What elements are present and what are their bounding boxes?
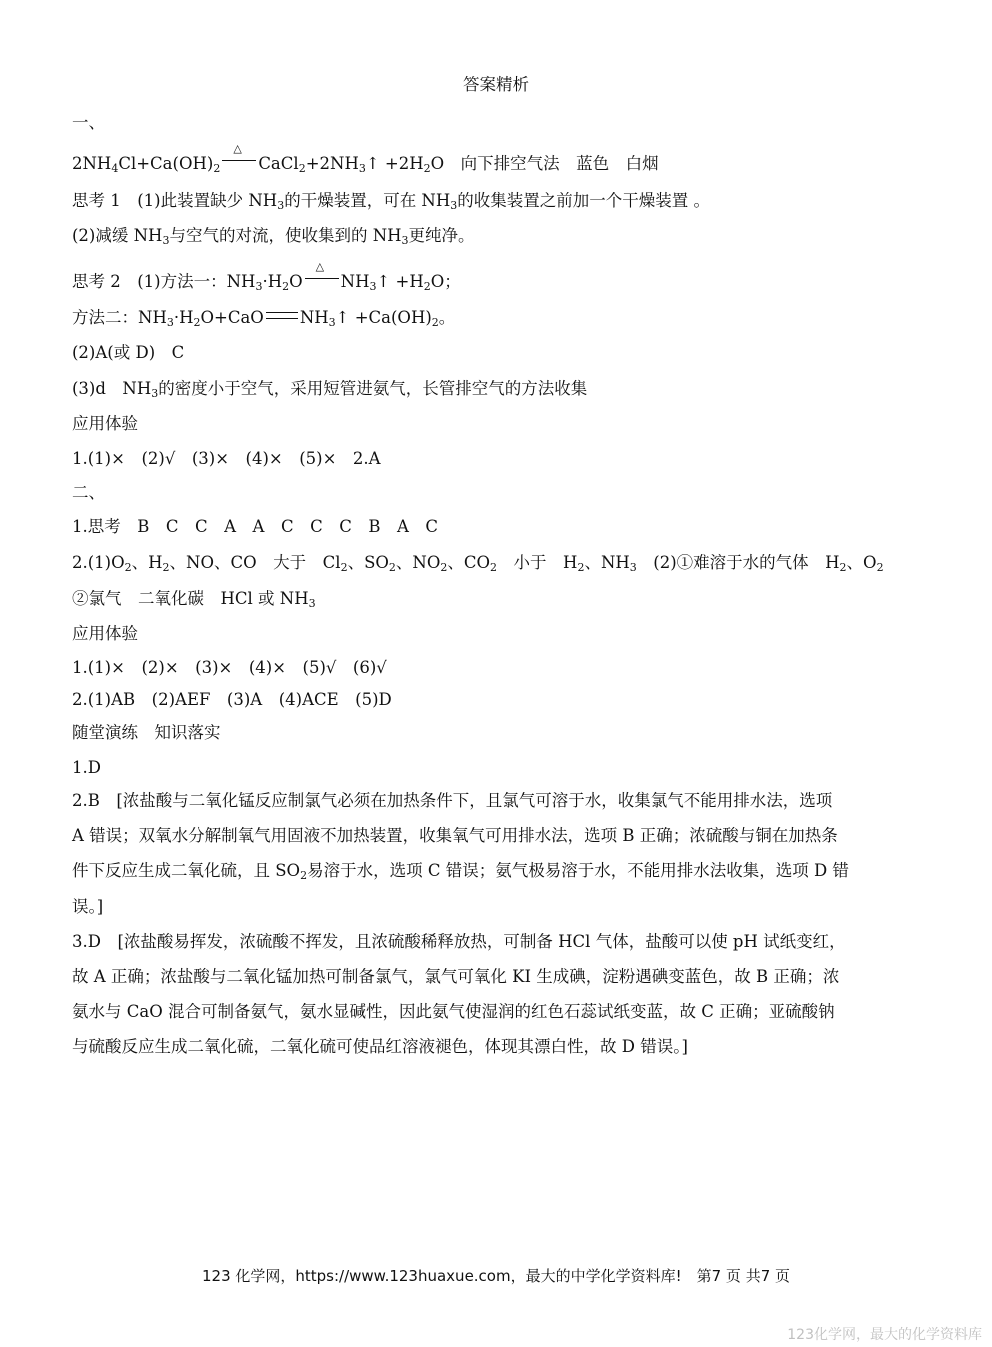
think-2-part-3: (3)d $NH_3$的密度小于空气，采用短管进氨气，长管排空气的方法收集 [72,379,588,400]
application-answers-2b: 2.(1)AB (2)AEF (3)A (4)ACE (5)D [72,690,392,709]
practice-answer-3-line-1: 3.D [浓盐酸易挥发，浓硫酸不挥发，且浓硫酸稀释放热，可制备 HCl 气体，盐酸可以使 pH 试纸变红， [72,932,846,951]
heat-condition-arrow [305,260,339,287]
heat-triangle-icon: △ [315,260,325,273]
application-heading-1: 应用体验 [72,414,138,433]
application-heading-2: 应用体验 [72,624,138,643]
practice-answer-2-line-1: 2.B [浓盐酸与二氧化锰反应制氯气必须在加热条件下，且氯气可溶于水，收集氯气不能用排水法，选项 [72,791,833,810]
think-1-part-1: 思考 1 (1)此装置缺少 $NH_3$的干燥装置，可在 $NH_3$的收集装置之前加一个干燥装置 。 [72,191,711,212]
practice-answer-3-line-2: 故 A 正确；浓盐酸与二氧化锰加热可制备氯气，氯气可氧化 KI 生成碘，淀粉遇碘变蓝色，故 B 正确；浓 [72,967,840,986]
section-two-heading: 二、 [72,483,105,502]
page-footer: 123 化学网，https://www.123huaxue.com，最大的中学化学资料库! 第7 页 共7 页 [201,1267,791,1285]
equals-sign [266,312,298,319]
gas-classification-line-2: ②氯气 二氧化碳 HCl 或 $NH_3$ [72,589,316,610]
doc-title: 答案精析 [463,75,529,94]
practice-answer-2-line-2: A 错误；双氧水分解制氧气用固液不加热装置，收集氧气可用排水法，选项 B 正确；浓硫酸与铜在加热条 [72,826,838,845]
watermark: 123化学网，最大的化学资料库 [787,1327,982,1343]
practice-answer-2-line-3: 件下反应生成二氧化硫，且 $SO_2$易溶于水，选项 C 错误；氨气极易溶于水，不能用排水法收集，选项 D 错 [72,861,849,882]
think-2-part-2: (2)A(或 D) C [72,343,185,362]
application-answers-2a: 1.(1)× (2)× (3)× (4)× (5)√ (6)√ [72,658,387,677]
think-2-method-2: 方法二：$NH_3\cdot H_2O+CaO$ $NH_3↑ +Ca(OH)_2$。 [72,308,456,329]
gas-classification-line: $2.(1)O_2$、$H_2$、NO、CO 大于 $Cl_2$、$SO_2$、$NO_2$、$CO_2$ 小于 $H_2$、$NH_3$ (2)①难溶于水的气体 $H_2$、$O_2$ [72,553,884,574]
practice-answer-2-line-4: 误。] [72,897,104,916]
practice-answer-1: 1.D [72,758,101,777]
heat-triangle-icon: △ [233,142,242,155]
reaction-equation-line: $2NH_4Cl+Ca(OH)_2$ △ $CaCl_2+2NH_3↑ +2H_2O$ 向下排空气法 蓝色 白烟 [72,142,659,175]
application-answers-1: 1.(1)× (2)√ (3)× (4)× (5)× 2.A [72,449,381,468]
practice-heading: 随堂演练 知识落实 [72,723,221,742]
think-answers-line: 1.思考 B C C A A C C C B A C [72,517,438,536]
heat-condition-arrow [222,142,256,169]
practice-answer-3-line-3: 氨水与 CaO 混合可制备氨气，氨水显碱性，因此氨气使湿润的红色石蕊试纸变蓝，故 C 正确；亚硫酸钠 [72,1002,835,1021]
think-2-method-1: 思考 2 (1)方法一：$NH_3\cdot H_2O$ △ $NH_3↑ +H_2O$； [72,260,461,293]
think-1-part-2: (2)减缓 $NH_3$与空气的对流，使收集到的 $NH_3$更纯净。 [72,226,475,247]
practice-answer-3-line-4: 与硫酸反应生成二氧化硫，二氧化硫可使品红溶液褪色，体现其漂白性，故 D 错误。] [72,1037,688,1056]
section-one-heading: 一、 [72,113,105,132]
